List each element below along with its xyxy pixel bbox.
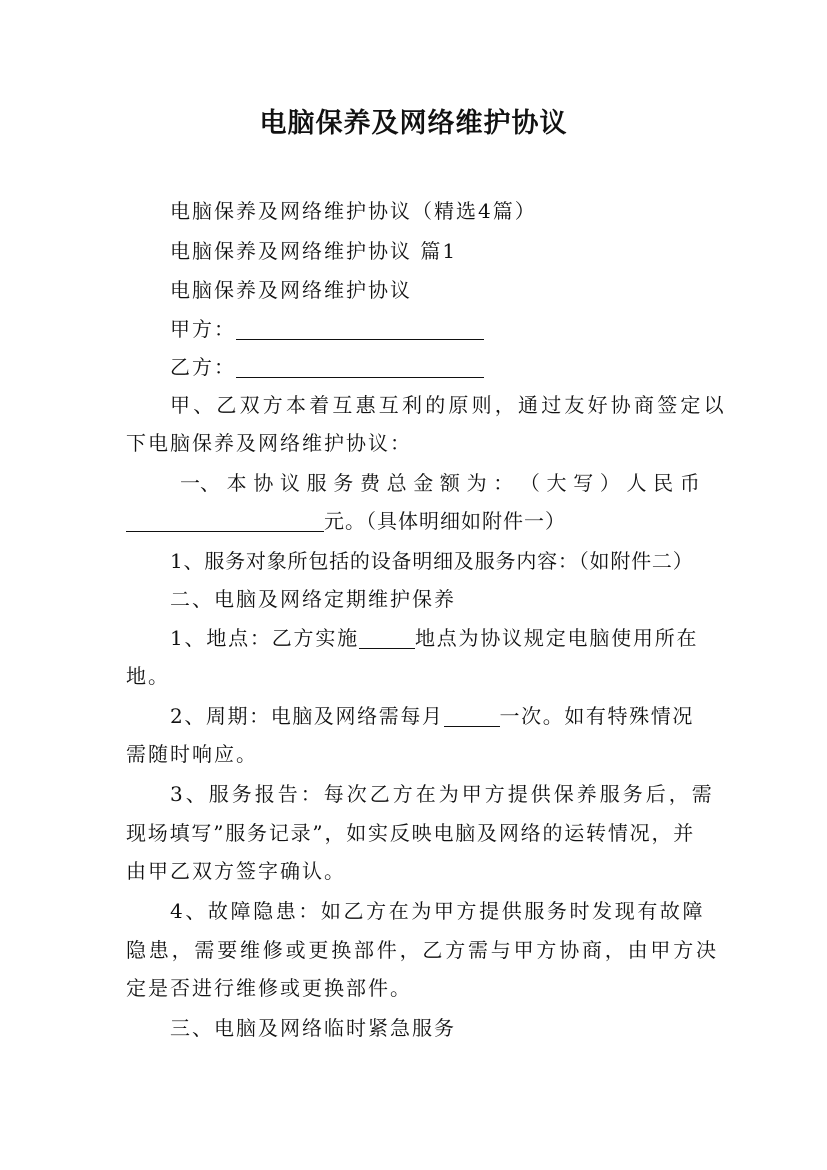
fee-char: 额 [439,471,460,495]
chapter-heading: 电脑保养及网络维护协议 篇1 [170,239,458,263]
section-3-heading: 三、电脑及网络临时紧急服务 [170,1016,456,1040]
party-a-blank[interactable] [236,317,484,340]
fee-char: 大 [546,471,567,495]
party-a-line [170,314,484,344]
section-2-heading: 二、电脑及网络定期维护保养 [170,587,456,611]
fee-char: 议 [279,471,300,495]
report-line-2: 现场填写”服务记录”，如实反映电脑及网络的运转情况，并 [126,821,696,845]
fee-char: 写 [573,471,594,495]
place-suffix: 地点为协议规定电脑使用所在 [414,626,699,650]
fee-line-2-text: 元。（具体明细如附件一） [324,509,566,533]
fee-char: 人 [626,471,647,495]
fee-char: 一、 [180,471,220,495]
place-line-1 [170,623,698,653]
fault-line-2: 隐患，需要维修或更换部件，乙方需与甲方协商，由甲方决 [126,938,719,962]
fee-char: ： [493,471,514,495]
agreement-name: 电脑保养及网络维护协议 [170,278,412,302]
fee-char: 本 [226,471,247,495]
place-prefix: 1、地点：乙方实施 [170,626,359,650]
subtitle-line: 电脑保养及网络维护协议（精选4篇） [170,199,537,223]
party-a-label: 甲方： [170,317,236,341]
cycle-line-1 [170,701,694,731]
party-b-line [170,352,484,382]
fee-amount-blank[interactable] [126,509,324,532]
document-title: 电脑保养及网络维护协议 [259,108,568,139]
fault-line-1: 4、故障隐患：如乙方在为甲方提供服务时发现有故障 [170,899,706,923]
fee-char: 为 [466,471,487,495]
fee-char: （ [519,471,540,495]
intro-line-2: 下电脑保养及网络维护协议： [126,431,412,455]
fee-char: 服 [306,471,327,495]
cycle-prefix: 2、周期：电脑及网络需每月 [170,704,444,728]
report-line-1: 3、服务报告：每次乙方在为甲方提供保养服务后，需 [170,782,715,806]
fee-char: 协 [253,471,274,495]
fee-char: 务 [333,471,354,495]
fee-char: ） [599,471,620,495]
report-line-3: 由甲乙双方签字确认。 [126,859,346,883]
cycle-suffix: 一次。如有特殊情况 [499,704,694,728]
place-blank[interactable] [359,626,415,649]
fee-char: 币 [679,471,700,495]
place-line-2: 地。 [126,664,170,688]
fee-char: 总 [386,471,407,495]
fee-line-1 [180,468,700,498]
fee-line-2 [126,506,566,536]
party-b-label: 乙方： [170,355,236,379]
fee-char: 金 [413,471,434,495]
party-b-blank[interactable] [236,355,484,378]
cycle-line-2: 需随时响应。 [126,742,258,766]
scope-line: 1、服务对象所包括的设备明细及服务内容：（如附件二） [170,549,694,573]
fee-char: 费 [359,471,380,495]
fault-line-3: 定是否进行维修或更换部件。 [126,976,412,1000]
cycle-blank[interactable] [444,704,500,727]
intro-line-1: 甲、乙双方本着互惠互利的原则，通过友好协商签定以 [170,393,727,417]
fee-char: 民 [653,471,674,495]
